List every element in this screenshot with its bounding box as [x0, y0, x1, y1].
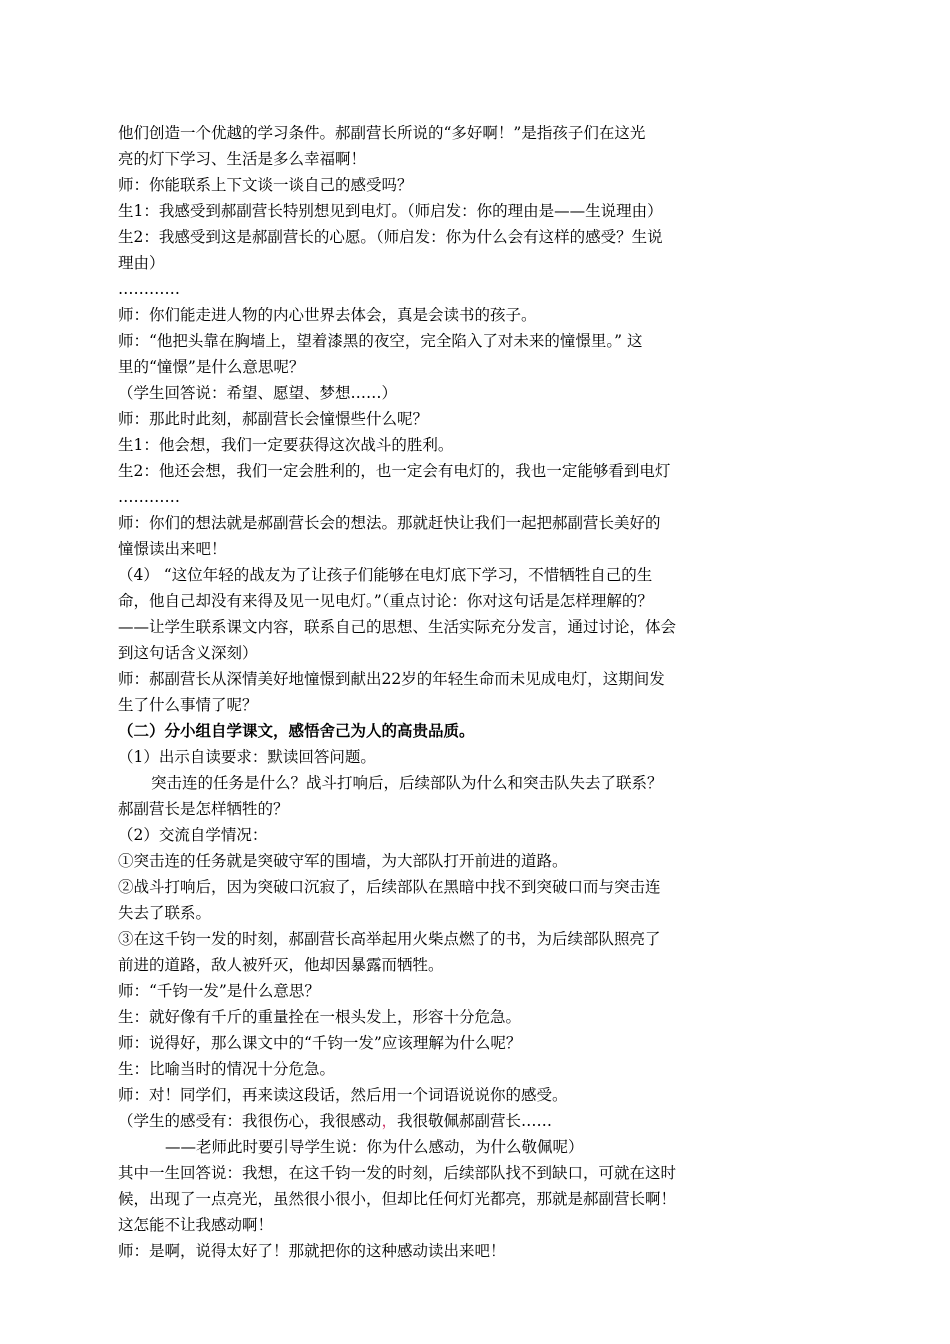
text-line: 师：你们的想法就是郝副营长会的想法。那就赶快让我们一起把郝副营长美好的 — [118, 514, 661, 532]
text-line: （1）出示自读要求：默读回答问题。 — [118, 748, 376, 766]
text-line: 师：你们能走进人物的内心世界去体会，真是会读书的孩子。 — [118, 306, 537, 324]
text-line: ——让学生联系课文内容，联系自己的思想、生活实际充分发言，通过讨论，体会 — [118, 618, 677, 636]
text-line: （2）交流自学情况： — [118, 826, 268, 844]
answer-line: ①突击连的任务就是突破守军的围墙，为大部队打开前进的道路。 — [118, 852, 568, 870]
question-line: 郝副营长是怎样牺牲的？ — [118, 800, 289, 818]
text-line: 到这句话含义深刻） — [118, 644, 258, 662]
text-line: 生2：我感受到这是郝副营长的心愿。（师启发：你为什么会有这样的感受？生说 — [118, 228, 663, 246]
ellipsis-line: ………… — [118, 280, 180, 298]
text-line: 这怎能不让我感动啊！ — [118, 1216, 274, 1234]
answer-line: ③在这千钧一发的时刻，郝副营长高举起用火柴点燃了的书，为后续部队照亮了 — [118, 930, 661, 948]
text-line: 生1：他会想，我们一定要获得这次战斗的胜利。 — [118, 436, 454, 454]
question-line: 突击连的任务是什么？战斗打响后，后续部队为什么和突击队失去了联系？ — [151, 774, 663, 792]
text-line: 师：是啊，说得太好了！那就把你的这种感动读出来吧！ — [118, 1242, 506, 1260]
answer-line: 前进的道路，敌人被歼灭，他却因暴露而牺牲。 — [118, 956, 444, 974]
text-line: 生2：他还会想，我们一定会胜利的，也一定会有电灯的，我也一定能够看到电灯 — [118, 462, 671, 480]
text-line: 其中一生回答说：我想，在这千钧一发的时刻，后续部队找不到缺口，可就在这时 — [118, 1164, 677, 1182]
text-line: 师：“千钧一发”是什么意思？ — [118, 982, 320, 1000]
answer-line: 失去了联系。 — [118, 904, 212, 922]
text-line: 生：比喻当时的情况十分危急。 — [118, 1060, 336, 1078]
answer-line: ②战斗打响后，因为突破口沉寂了，后续部队在黑暗中找不到突破口而与突击连 — [118, 878, 661, 896]
text-line: ——老师此时要引导学生说：你为什么感动，为什么敬佩呢） — [165, 1138, 584, 1156]
text-line: 理由） — [118, 254, 165, 272]
text-line: 生了什么事情了呢？ — [118, 696, 258, 714]
text-line: 憧憬读出来吧！ — [118, 540, 227, 558]
text-line: 师：对！同学们，再来读这段话，然后用一个词语说说你的感受。 — [118, 1086, 568, 1104]
text-line: 生：就好像有千斤的重量拴在一根头发上，形容十分危急。 — [118, 1008, 522, 1026]
text-line: （学生回答说：希望、愿望、梦想……） — [118, 384, 398, 402]
text-line: 命，他自己却没有来得及见一见电灯。”（重点讨论：你对这句话是怎样理解的？ — [118, 592, 653, 610]
text-line: 生1：我感受到郝副营长特别想见到电灯。（师启发：你的理由是——生说理由） — [118, 202, 663, 220]
text-line: 师：郝副营长从深情美好地憧憬到献出22岁的年轻生命而未见成电灯，这期间发 — [118, 670, 665, 688]
text-line: 他们创造一个优越的学习条件。郝副营长所说的“多好啊！”是指孩子们在这光 — [118, 124, 646, 142]
text-line: 师：说得好，那么课文中的“千钧一发”应该理解为什么呢？ — [118, 1034, 522, 1052]
text-line: 师：你能联系上下文谈一谈自己的感受吗？ — [118, 176, 413, 194]
document-page — [118, 120, 818, 1264]
text-line: 亮的灯下学习、生活是多么幸福啊！ — [118, 150, 367, 168]
feeling-text-a: （学生的感受有：我很伤心，我很感动 — [118, 1112, 382, 1130]
text-line: 师：那此时此刻，郝副营长会憧憬些什么呢？ — [118, 410, 429, 428]
feeling-text-b: 我很敬佩郝副营长…… — [397, 1112, 553, 1130]
ellipsis-line: ………… — [118, 488, 180, 506]
section-heading: （二）分小组自学课文，感悟舍己为人的高贵品质。 — [118, 721, 475, 740]
feeling-line — [118, 1108, 818, 1134]
text-line: 候，出现了一点亮光，虽然很小很小，但却比任何灯光都亮，那就是郝副营长啊！ — [118, 1190, 677, 1208]
text-line: （4） “这位年轻的战友为了让孩子们能够在电灯底下学习，不惜牺牲自己的生 — [118, 566, 653, 584]
feeling-comma: ， — [381, 1112, 398, 1130]
text-line: 师：“他把头靠在胸墙上，望着漆黑的夜空，完全陷入了对未来的憧憬里。” 这 — [118, 332, 643, 350]
text-line: 里的“憧憬”是什么意思呢？ — [118, 358, 305, 376]
